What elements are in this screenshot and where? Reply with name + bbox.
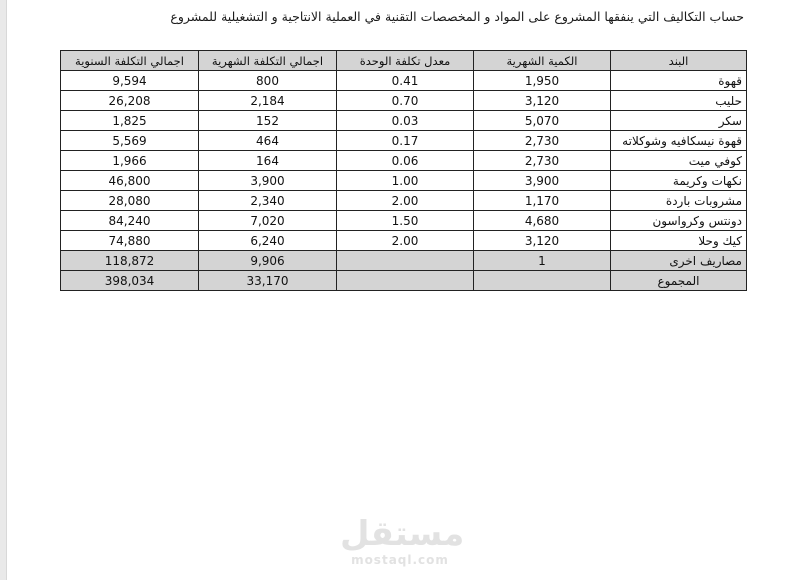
table-row — [61, 231, 747, 251]
cell-unit-cost: 2.00 — [337, 191, 474, 211]
header-monthly-total: اجمالي التكلفة الشهرية — [199, 51, 337, 71]
cell-monthly-total: 3,900 — [199, 171, 337, 191]
cell-monthly-total: 7,020 — [199, 211, 337, 231]
cell-total-label: المجموع — [611, 271, 747, 291]
cell-monthly-total: 9,906 — [199, 251, 337, 271]
cell-item: قهوة — [611, 71, 747, 91]
cell-annual-total: 398,034 — [61, 271, 199, 291]
cell-monthly-total: 800 — [199, 71, 337, 91]
cell-monthly-quantity: 1,170 — [474, 191, 611, 211]
table-row — [61, 131, 747, 151]
cell-item: حليب — [611, 91, 747, 111]
cell-annual-total: 118,872 — [61, 251, 199, 271]
header-unit-cost: معدل تكلفة الوحدة — [337, 51, 474, 71]
cell-unit-cost — [337, 271, 474, 291]
cell-monthly-quantity: 5,070 — [474, 111, 611, 131]
cell-monthly-quantity: 4,680 — [474, 211, 611, 231]
cell-monthly-quantity: 2,730 — [474, 151, 611, 171]
cost-table — [60, 50, 747, 291]
cell-item: مصاريف اخرى — [611, 251, 747, 271]
watermark-arabic: مستقل — [340, 514, 465, 554]
table-row — [61, 171, 747, 191]
cell-annual-total: 26,208 — [61, 91, 199, 111]
cell-item: مشروبات باردة — [611, 191, 747, 211]
cell-unit-cost — [337, 251, 474, 271]
cell-item: دونتس وكرواسون — [611, 211, 747, 231]
cell-unit-cost: 0.03 — [337, 111, 474, 131]
cell-annual-total: 1,966 — [61, 151, 199, 171]
cell-monthly-total: 6,240 — [199, 231, 337, 251]
cell-item: نكهات وكريمة — [611, 171, 747, 191]
page-title: حساب التكاليف التي ينفقها المشروع على المواد و المخصصات التقنية في العملية الانتاجية و التشغيلية للمشروع — [170, 9, 744, 24]
cell-annual-total: 46,800 — [61, 171, 199, 191]
cell-monthly-total: 2,184 — [199, 91, 337, 111]
cell-unit-cost: 1.00 — [337, 171, 474, 191]
cell-unit-cost: 0.06 — [337, 151, 474, 171]
cell-unit-cost: 0.17 — [337, 131, 474, 151]
cell-annual-total: 5,569 — [61, 131, 199, 151]
cell-annual-total: 9,594 — [61, 71, 199, 91]
total-row — [61, 271, 747, 291]
header-item: البند — [611, 51, 747, 71]
cell-monthly-quantity — [474, 271, 611, 291]
cell-unit-cost: 0.41 — [337, 71, 474, 91]
table-row — [61, 191, 747, 211]
cell-unit-cost: 1.50 — [337, 211, 474, 231]
mostaql-watermark-logo — [340, 514, 465, 567]
cell-annual-total: 84,240 — [61, 211, 199, 231]
header-monthly-quantity: الكمية الشهرية — [474, 51, 611, 71]
cell-monthly-total: 33,170 — [199, 271, 337, 291]
table-row — [61, 91, 747, 111]
table-header-row — [61, 51, 747, 71]
table-row — [61, 211, 747, 231]
cell-unit-cost: 2.00 — [337, 231, 474, 251]
cell-annual-total: 1,825 — [61, 111, 199, 131]
table-row — [61, 71, 747, 91]
cell-monthly-quantity: 1,950 — [474, 71, 611, 91]
watermark-latin: mostaql.com — [351, 553, 449, 567]
cell-monthly-quantity: 3,120 — [474, 231, 611, 251]
cell-annual-total: 28,080 — [61, 191, 199, 211]
cell-unit-cost: 0.70 — [337, 91, 474, 111]
other-expenses-row — [61, 251, 747, 271]
cell-monthly-quantity: 1 — [474, 251, 611, 271]
cell-annual-total: 74,880 — [61, 231, 199, 251]
cell-monthly-quantity: 3,120 — [474, 91, 611, 111]
cell-monthly-total: 2,340 — [199, 191, 337, 211]
header-annual-total: اجمالي التكلفة السنوية — [61, 51, 199, 71]
cell-monthly-total: 164 — [199, 151, 337, 171]
page-gutter — [0, 0, 7, 580]
cell-item: كيك وحلا — [611, 231, 747, 251]
cell-item: قهوة نيسكافيه وشوكلاته — [611, 131, 747, 151]
cell-item: كوفي ميت — [611, 151, 747, 171]
cell-item: سكر — [611, 111, 747, 131]
cell-monthly-quantity: 2,730 — [474, 131, 611, 151]
table-row — [61, 111, 747, 131]
table-row — [61, 151, 747, 171]
cell-monthly-total: 464 — [199, 131, 337, 151]
cell-monthly-quantity: 3,900 — [474, 171, 611, 191]
cell-monthly-total: 152 — [199, 111, 337, 131]
